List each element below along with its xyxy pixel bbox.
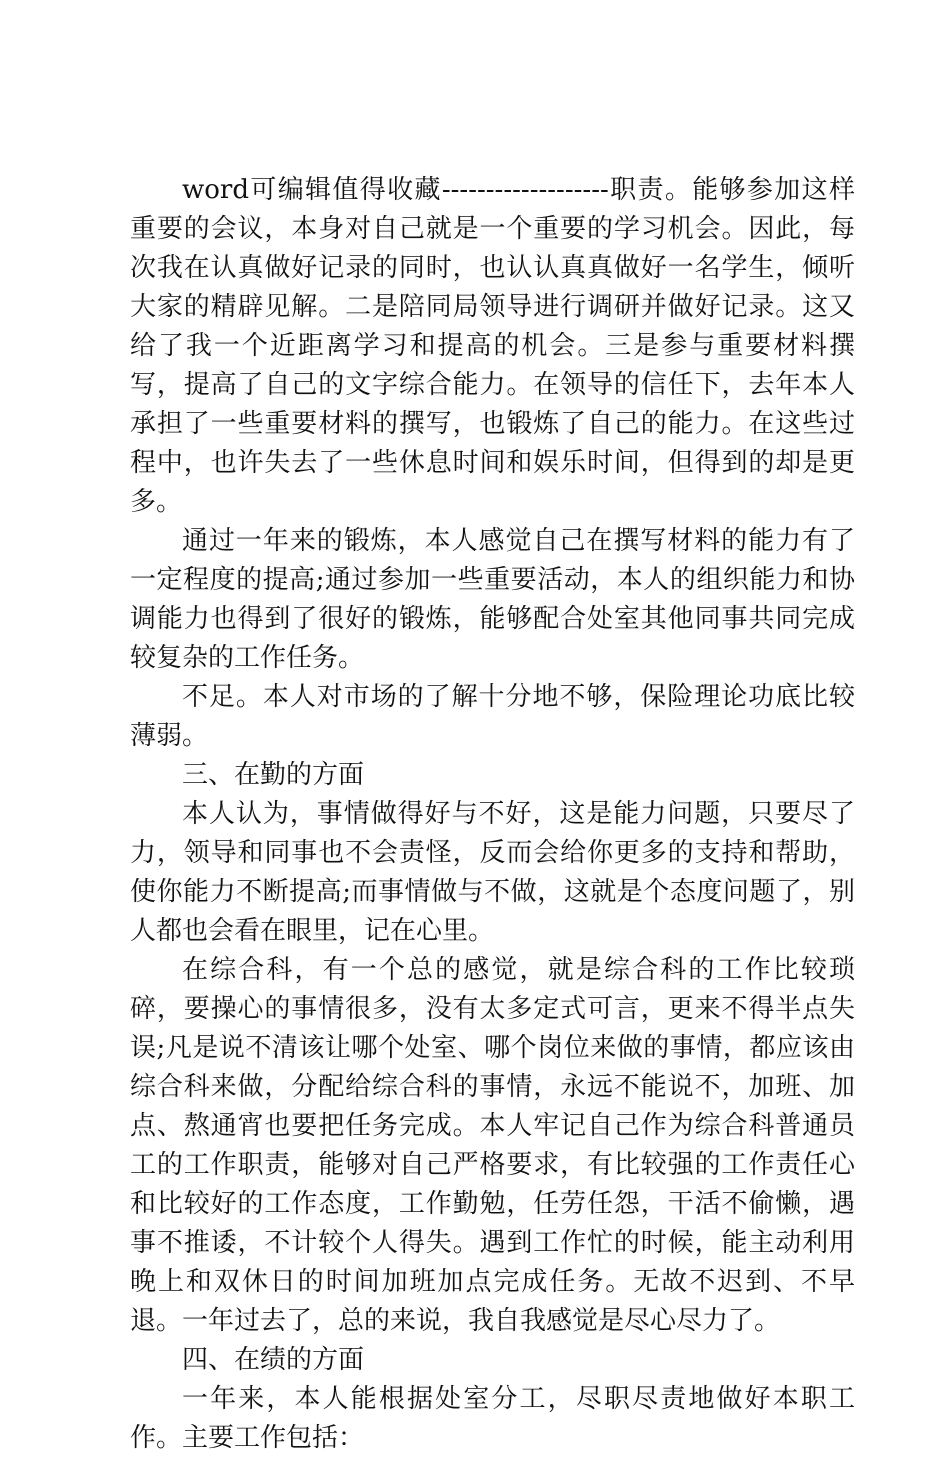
document-body [130,171,855,1458]
section-heading-performance: 四、在绩的方面 [182,1345,365,1375]
paragraph-2: 通过一年来的锻炼，本人感觉自己在撰写材料的能力有了一定程度的提高;通过参加一些重要活动，本人的组织能力和协调能力也得到了很好的锻炼，能够配合处室其他同事共同完成较复杂的工作任务。 [130,526,855,673]
paragraph-3: 不足。本人对市场的了解十分地不够，保险理论功底比较薄弱。 [130,682,855,751]
paragraph-6: 一年来，本人能根据处室分工，尽职尽责地做好本职工作。主要工作包括： [130,1384,855,1453]
paragraph-1: word可编辑值得收藏-------------------职责。能够参加这样重要的会议，本身对自己就是一个重要的学习机会。因此，每次我在认真做好记录的同时，也认认真真做好一名学生，倾听大家的精辟见解。二是陪同局领导进行调研并做好记录。这又给了我一个近距离学习和提高的机会。三是参与重要材料撰写，提高了自己的文字综合能力。在领导的信任下，去年本人承担了一些重要材料的撰写，也锻炼了自己的能力。在这些过程中，也许失去了一些休息时间和娱乐时间，但得到的却是更多。 [130,175,855,517]
paragraph-5: 在综合科，有一个总的感觉，就是综合科的工作比较琐碎，要操心的事情很多，没有太多定式可言，更来不得半点失误;凡是说不清该让哪个处室、哪个岗位来做的事情，都应该由综合科来做，分配给综合科的事情，永远不能说不，加班、加点、熬通宵也要把任务完成。本人牢记自己作为综合科普通员工的工作职责，能够对自己严格要求，有比较强的工作责任心和比较好的工作态度，工作勤勉，任劳任怨，干活不偷懒，遇事不推诿，不计较个人得失。遇到工作忙的时候，能主动利用晚上和双休日的时间加班加点完成任务。无故不迟到、不早退。一年过去了，总的来说，我自我感觉是尽心尽力了。 [130,955,855,1336]
section-heading-diligence: 三、在勤的方面 [182,760,365,790]
paragraph-4: 本人认为，事情做得好与不好，这是能力问题，只要尽了力，领导和同事也不会责怪，反而会给你更多的支持和帮助，使你能力不断提高;而事情做与不做，这就是个态度问题了，别人都也会看在眼里，记在心里。 [130,799,855,946]
